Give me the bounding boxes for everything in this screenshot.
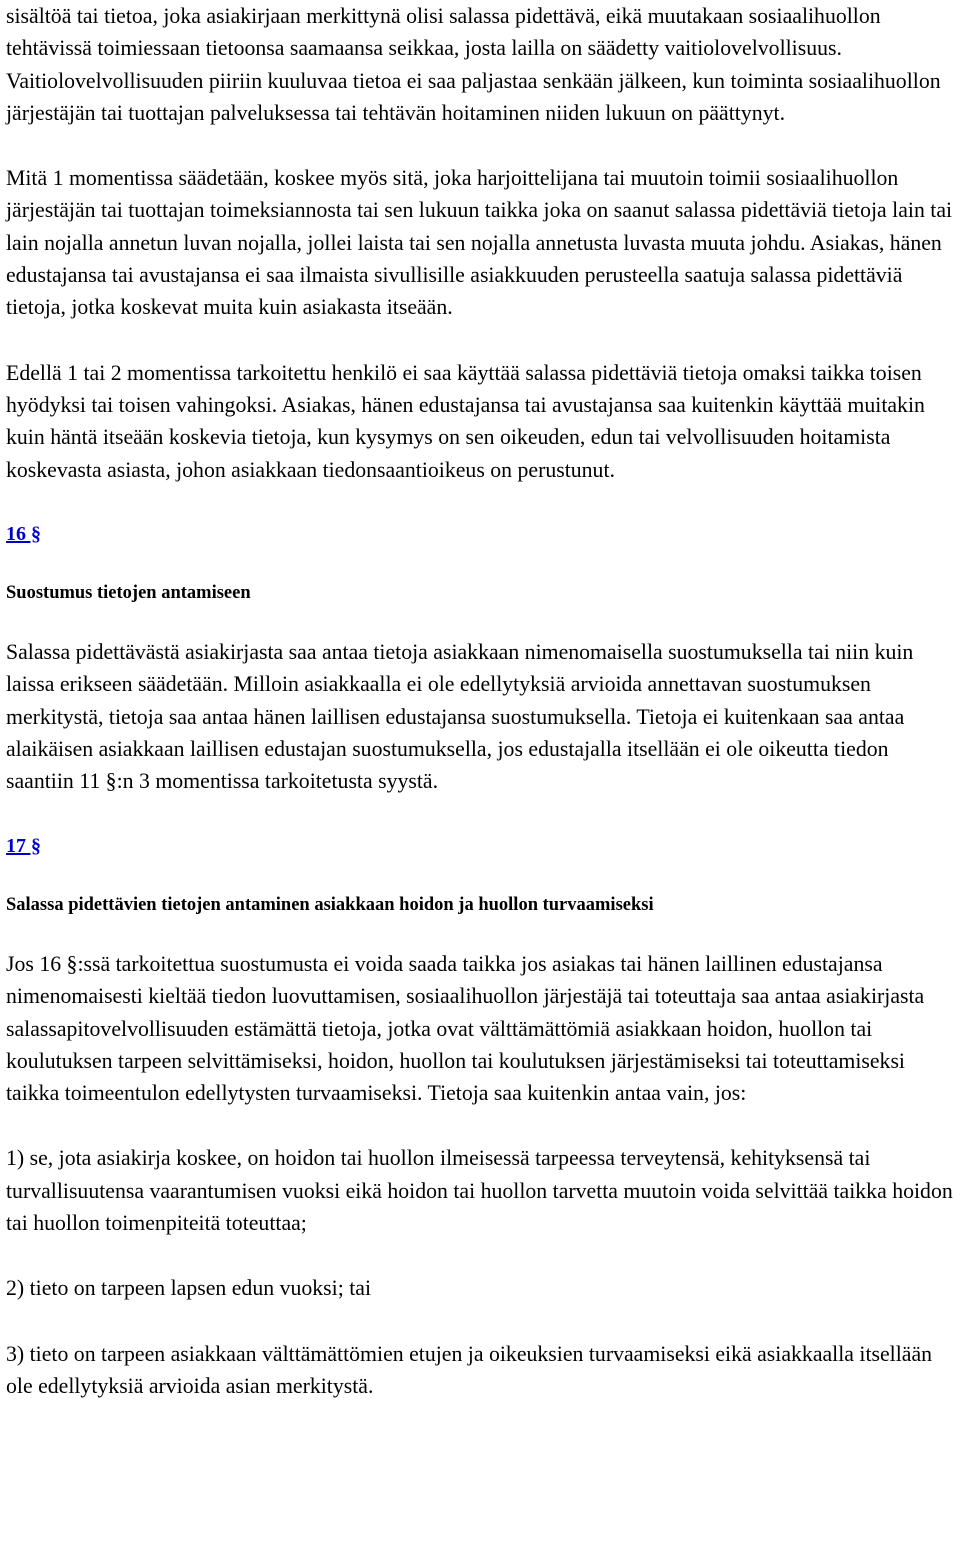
intro-paragraph: sisältöä tai tietoa, joka asiakirjaan merkittynä olisi salassa pidettävä, eikä muutakaan sosiaalihuollon tehtävissä toimiessaan tietoonsa saamaansa seikkaa, josta lailla on säädetty vaitiolovelvollisuus. Vaitiolovelvollisuuden piiriin kuuluvaa tietoa ei saa paljastaa senkään jälkeen, kun toiminta sosiaalihuollon järjestäjän tai tuottajan palveluksessa tai tehtävän hoitaminen niiden lukuun on päättynyt.	[6, 4, 941, 125]
section-17-heading: Salassa pidettävien tietojen antaminen asiakkaan hoidon ja huollon turvaamiseksi	[6, 894, 654, 915]
section-17-item-3: 3) tieto on tarpeen asiakkaan välttämättömien etujen ja oikeuksien turvaamiseksi eikä asiakkaalla itsellään ole edellytyksiä arvioida asian merkitystä.	[6, 1341, 933, 1398]
section-17-item-1: 1) se, jota asiakirja koskee, on hoidon tai huollon ilmeisessä tarpeessa terveytensä, kehityksensä tai turvallisuutensa vaarantumisen vuoksi eikä hoidon tai huollon tarvetta muutoin voida selvittää taikka hoidon tai huollon toimenpiteitä toteuttaa;	[6, 1146, 953, 1236]
section-16-heading: Suostumus tietojen antamiseen	[6, 583, 251, 604]
section-16-container	[6, 517, 956, 550]
paragraph-moment-2: Mitä 1 momentissa säädetään, koskee myös sitä, joka harjoittelijana tai muutoin toimii sosiaalihuollon järjestäjän tai tuottajan toimeksiannosta tai sen lukuun taikka joka on saanut salassa pidettäviä tietoja lain tai lain nojalla annetun luvan nojalla, jollei laista tai sen nojalla annetusta luvasta muuta johdu. Asiakas, hänen edustajansa tai avustajansa ei saa ilmaista sivullisille asiakkuuden perusteella saatuja salassa pidettäviä tietoja, jotka koskevat muita kuin asiakasta itseään.	[6, 166, 953, 320]
section-17-item-2: 2) tieto on tarpeen lapsen edun vuoksi; tai	[6, 1276, 372, 1301]
paragraph-moment-3: Edellä 1 tai 2 momentissa tarkoitettu henkilö ei saa käyttää salassa pidettäviä tietoja omaksi taikka toisen hyödyksi tai toisen vahingoksi. Asiakas, hänen edustajansa tai avustajansa saa kuitenkin käyttää muitakin kuin häntä itseään koskevia tietoja, kun kysymys on sen oikeuden, edun tai velvollisuuden hoitamista koskevasta asiasta, johon asiakkaan tiedonsaantioikeus on perustunut.	[6, 360, 925, 482]
section-16-link[interactable]: 16 §	[6, 522, 41, 545]
section-17-body: Jos 16 §:ssä tarkoitettua suostumusta ei voida saada taikka jos asiakas tai hänen laillinen edustajansa nimenomaisesti kieltää tiedon luovuttamisen, sosiaalihuollon järjestäjä tai toteuttaja saa antaa asiakirjasta salassapitovelvollisuuden estämättä tietoja, jotka ovat välttämättömiä asiakkaan hoidon, huollon tai koulutuksen tarpeen selvittämiseksi, hoidon, huollon tai koulutuksen järjestämiseksi tai toteuttamiseksi taikka toimeentulon edellytysten turvaamiseksi. Tietoja saa kuitenkin antaa vain, jos:	[6, 951, 925, 1106]
section-17-container	[6, 829, 956, 862]
section-17-link[interactable]: 17 §	[6, 834, 41, 857]
section-16-body: Salassa pidettävästä asiakirjasta saa antaa tietoja asiakkaan nimenomaisella suostumuksella tai niin kuin laissa erikseen säädetään. Milloin asiakkaalla ei ole edellytyksiä arvioida annettavan suostumuksen merkitystä, tietoja saa antaa hänen laillisen edustajansa suostumuksella. Tietoja ei kuitenkaan saa antaa alaikäisen asiakkaan laillisen edustajan suostumuksella, jos edustajalla itsellään ei ole oikeutta tiedon saantiin 11 §:n 3 momentissa tarkoitetusta syystä.	[6, 640, 914, 794]
